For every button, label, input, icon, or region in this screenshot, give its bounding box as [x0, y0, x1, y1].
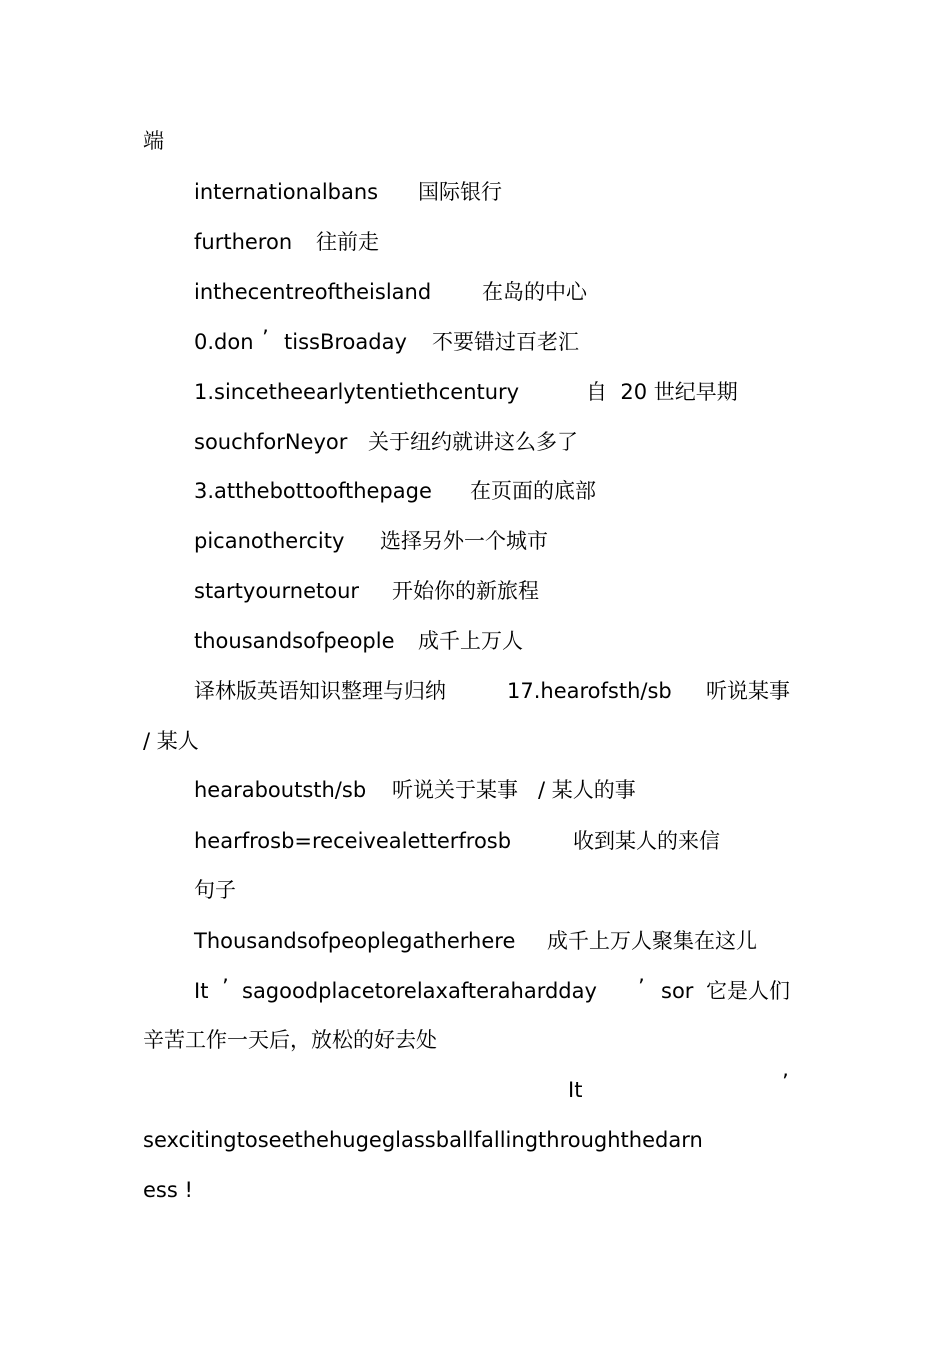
term-chinese: 关于纽约就讲这么多了 [368, 430, 578, 454]
term-chinese: 在页面的底部 [470, 479, 596, 503]
term-chinese: 不要错过百老汇 [432, 330, 579, 354]
term-english: inthecentreoftheisland [194, 280, 432, 304]
sentence-english: Thousandsofpeoplegatherhere [194, 929, 516, 953]
term-english: hearaboutsth/sb [194, 778, 367, 802]
term-chinese: 听说关于某事 / 某人的事 [392, 778, 636, 802]
term-chinese: 成千上万人 [418, 629, 523, 653]
sentence-english-a: It [568, 1078, 583, 1102]
sentence-english-c: sor [661, 979, 694, 1003]
apostrophe: ’ [782, 1070, 789, 1094]
line-13-text: / 某人 [143, 729, 199, 753]
apostrophe: ’ [262, 326, 269, 350]
sentence-chinese: 它是人们 [706, 979, 790, 1003]
term-english: furtheron [194, 230, 293, 254]
term-english: 3.atthebottoofthepage [194, 479, 432, 503]
sentence-chinese: 成千上万人聚集在这儿 [547, 929, 757, 953]
section-heading: 句子 [194, 878, 236, 902]
term-english: internationalbans [194, 180, 379, 204]
term-chinese: 在岛的中心 [482, 280, 587, 304]
term-english: thousandsofpeople [194, 629, 395, 653]
term-chinese: 自 20 世纪早期 [586, 380, 738, 404]
term-english: 0.don [194, 330, 254, 354]
line-22-text: ess ! [143, 1178, 193, 1202]
term-english: picanothercity [194, 529, 345, 553]
term-english: hearfrosb=receivealetterfrosb [194, 829, 512, 853]
term-chinese: 国际银行 [418, 180, 502, 204]
term-chinese: 开始你的新旅程 [392, 579, 539, 603]
line-01-text: 端 [143, 129, 164, 153]
term-english: startyournetour [194, 579, 360, 603]
term-english: souchforNeyor [194, 430, 348, 454]
sentence-english-b: sagoodplacetorelaxafterahardday [242, 979, 597, 1003]
apostrophe: ’ [222, 975, 229, 999]
sentence-english-a: It [194, 979, 209, 1003]
term-chinese-2: 听说某事 [706, 679, 790, 703]
term-chinese: 译林版英语知识整理与归纳 [194, 679, 446, 703]
line-21-text: sexcitingtoseethehugeglassballfallingthroughthedarn [143, 1128, 703, 1152]
term-chinese: 收到某人的来信 [573, 829, 720, 853]
term-chinese: 往前走 [316, 230, 379, 254]
apostrophe-2: ’ [638, 975, 645, 999]
term-english: 17.hearofsth/sb [507, 679, 672, 703]
term-chinese: 选择另外一个城市 [380, 529, 548, 553]
line-19-text: 辛苦工作一天后，放松的好去处 [143, 1028, 437, 1052]
term-english: 1.sincetheearlytentiethcentury [194, 380, 520, 404]
term-english-2: tissBroaday [284, 330, 407, 354]
